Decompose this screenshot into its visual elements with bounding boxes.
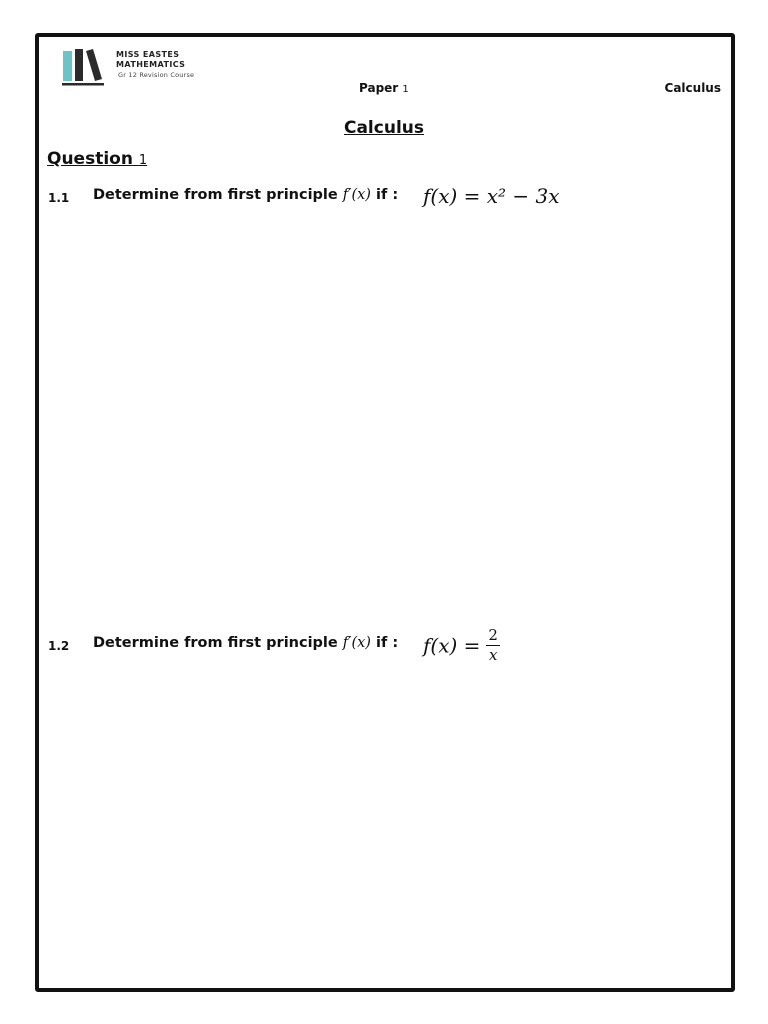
derivative-notation: f′(x) (342, 635, 371, 651)
brand-subject: MATHEMATICS (116, 60, 186, 69)
brand-name: MISS EASTES (116, 50, 180, 59)
instruction-text: Determine from first principle (93, 635, 338, 651)
function-lhs: f(x) = (423, 633, 481, 658)
subquestion-text (93, 187, 398, 203)
if-label: if : (376, 187, 399, 203)
instruction-text: Determine from first principle (93, 187, 338, 203)
fraction-numerator: 2 (488, 626, 498, 644)
fraction (486, 627, 500, 664)
function-expression: f(x) = x² − 3x (423, 184, 560, 208)
subquestion-number: 1.2 (48, 639, 70, 653)
page-title: Calculus (343, 118, 424, 138)
fraction-denominator: x (488, 646, 498, 664)
page-border (35, 33, 735, 992)
brand-course: Gr 12 Revision Course (118, 71, 195, 79)
question-label: Question (47, 149, 133, 169)
derivative-notation: f′(x) (342, 187, 371, 203)
books-logo-icon (62, 48, 106, 86)
brand-block (116, 50, 194, 80)
subquestion-number: 1.1 (48, 191, 70, 205)
subquestion-text (93, 635, 398, 651)
paper-number: 1 (402, 84, 409, 95)
header-topic: Calculus (664, 81, 721, 95)
if-label: if : (376, 635, 399, 651)
paper-label: Paper (359, 81, 399, 95)
question-heading (47, 149, 147, 169)
question-number: 1 (138, 153, 148, 168)
function-expression (423, 627, 500, 664)
header-paper (359, 81, 409, 95)
